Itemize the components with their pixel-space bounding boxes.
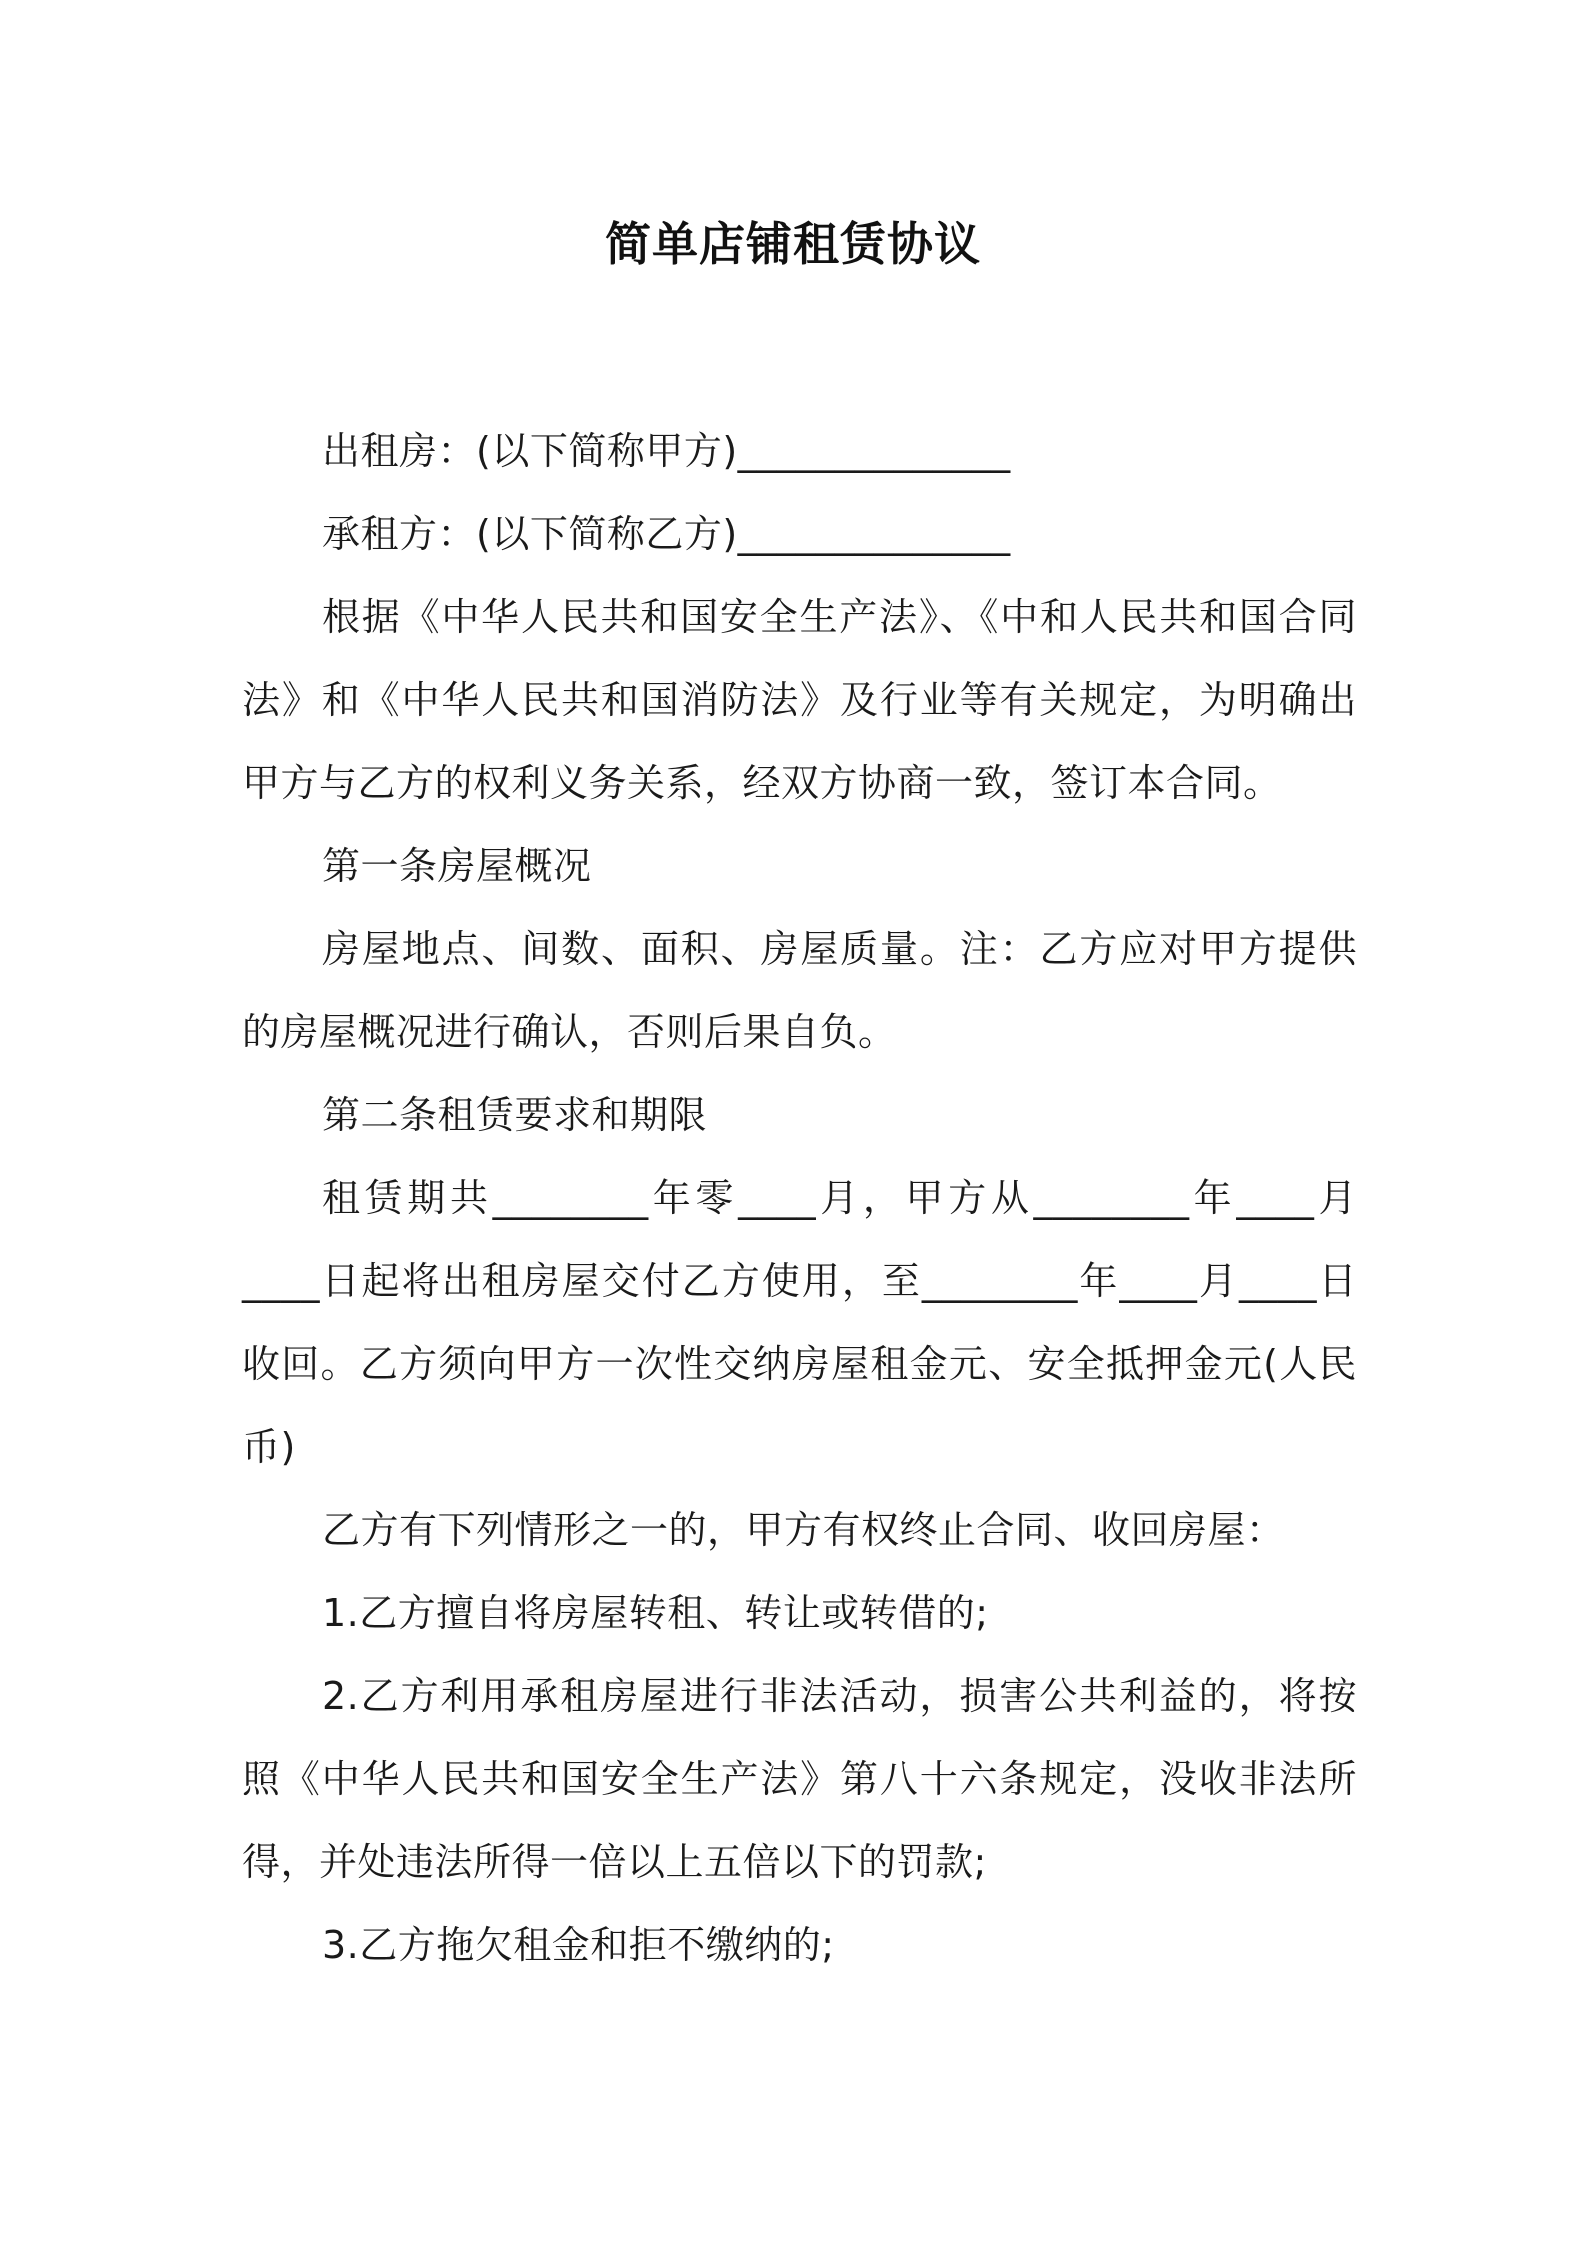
article-1-heading: 第一条房屋概况 [322, 844, 592, 888]
termination-intro: 乙方有下列情形之一的，甲方有权终止合同、收回房屋： [322, 1508, 1285, 1552]
article-1-body: 房屋地点、间数、面积、房屋质量。注：乙方应对甲方提供的房屋概况进行确认，否则后果自负。 [242, 927, 1357, 1054]
lessee-line: 承租方：(以下简称乙方)______________ [322, 512, 1011, 556]
termination-item-2: 2.乙方利用承租房屋进行非法活动，损害公共利益的，将按照《中华人民共和国安全生产法》第八十六条规定，没收非法所得，并处违法所得一倍以上五倍以下的罚款; [242, 1674, 1357, 1884]
document-body [242, 410, 1357, 1987]
preamble-paragraph: 根据《中华人民共和国安全生产法》、《中和人民共和国合同法》和《中华人民共和国消防法》及行业等有关规定，为明确出甲方与乙方的权利义务关系，经双方协商一致，签订本合同。 [242, 595, 1357, 805]
document-title: 简单店铺租赁协议 [605, 217, 981, 271]
termination-item-1: 1.乙方擅自将房屋转租、转让或转借的; [322, 1591, 989, 1635]
lessor-line: 出租房：(以下简称甲方)______________ [322, 429, 1011, 473]
article-2-heading: 第二条租赁要求和期限 [322, 1093, 708, 1137]
termination-item-3: 3.乙方拖欠租金和拒不缴纳的; [322, 1923, 835, 1967]
lease-term-paragraph: 租赁期共________年零____月，甲方从________年____月____日起将出租房屋交付乙方使用，至________年____月____日收回。乙方须向甲方一次性交纳房屋租金元、安全抵押金元(人民币) [242, 1176, 1357, 1469]
